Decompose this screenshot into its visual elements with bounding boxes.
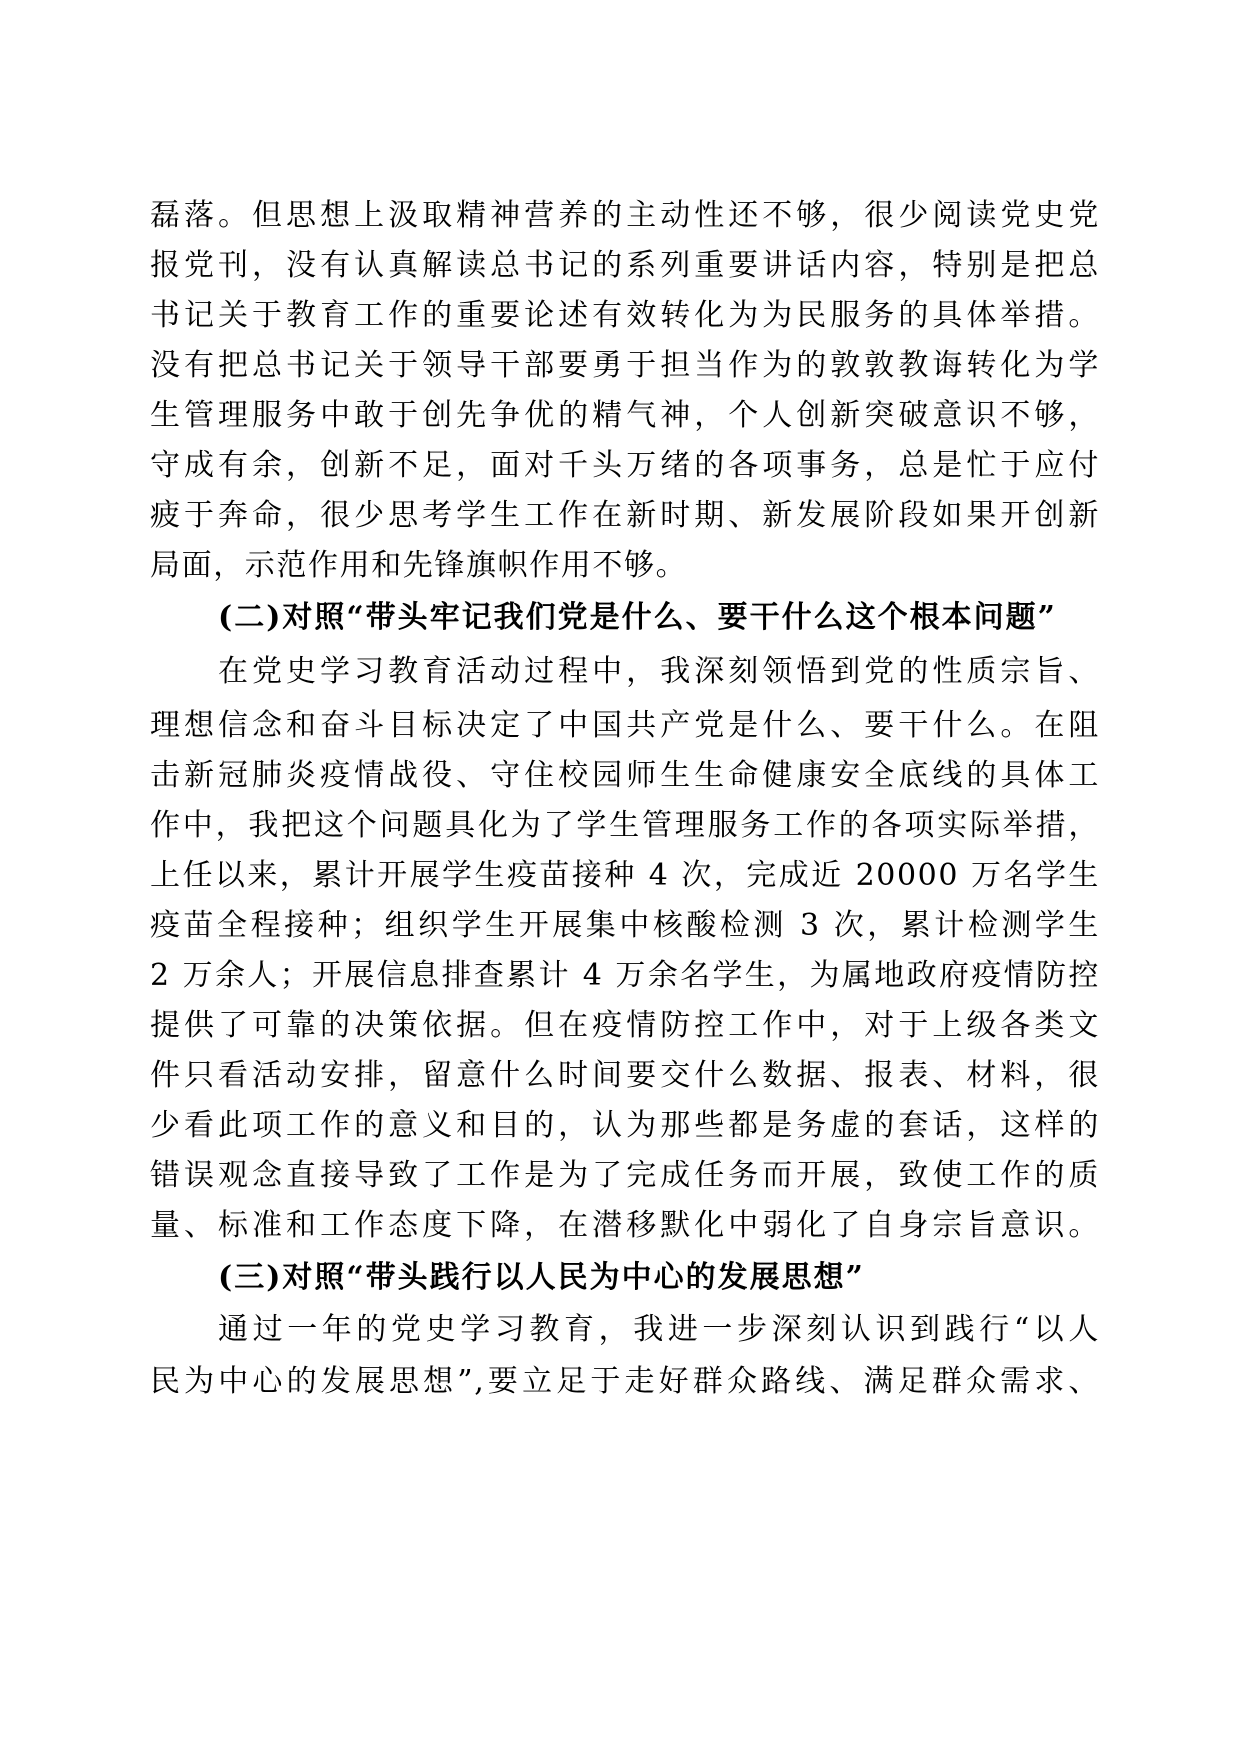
paragraph-line: 击新冠肺炎疫情战役、守住校园师生生命健康安全底线的具体工 xyxy=(150,758,1100,793)
section-heading-3: (三)对照“带头践行以人民为中心的发展思想” xyxy=(218,1260,865,1295)
paragraph-line: 疲于奔命，很少思考学生工作在新时期、新发展阶段如果开创新 xyxy=(150,498,1100,533)
paragraph-line: 民为中心的发展思想”,要立足于走好群众路线、满足群众需求、 xyxy=(150,1364,1100,1399)
paragraph-line: 件只看活动安排，留意什么时间要交什么数据、报表、材料，很 xyxy=(150,1058,1100,1093)
paragraph-line: 生管理服务中敢于创先争优的精气神，个人创新突破意识不够， xyxy=(150,398,1100,433)
paragraph-line: 疫苗全程接种；组织学生开展集中核酸检测 3 次，累计检测学生 xyxy=(150,908,1100,943)
paragraph-line: 少看此项工作的意义和目的，认为那些都是务虚的套话，这样的 xyxy=(150,1108,1100,1143)
paragraph-line: 局面，示范作用和先锋旗帜作用不够。 xyxy=(150,548,688,583)
paragraph-line: 书记关于教育工作的重要论述有效转化为为民服务的具体举措。 xyxy=(150,298,1100,333)
paragraph-line: 磊落。但思想上汲取精神营养的主动性还不够，很少阅读党史党 xyxy=(150,198,1100,233)
section-heading-2: (二)对照“带头牢记我们党是什么、要干什么这个根本问题” xyxy=(218,600,1057,635)
paragraph-line: 没有把总书记关于领导干部要勇于担当作为的敦敦教诲转化为学 xyxy=(150,348,1100,383)
paragraph-line: 提供了可靠的决策依据。但在疫情防控工作中，对于上级各类文 xyxy=(150,1008,1100,1043)
paragraph-line: 守成有余，创新不足，面对千头万绪的各项事务，总是忙于应付 xyxy=(150,448,1100,483)
paragraph-line: 2 万余人；开展信息排查累计 4 万余名学生，为属地政府疫情防控 xyxy=(150,958,1100,993)
paragraph-line: 理想信念和奋斗目标决定了中国共产党是什么、要干什么。在阻 xyxy=(150,708,1100,743)
paragraph-line: 错误观念直接导致了工作是为了完成任务而开展，致使工作的质 xyxy=(150,1158,1100,1193)
paragraph-line: 在党史学习教育活动过程中，我深刻领悟到党的性质宗旨、 xyxy=(218,654,1100,689)
paragraph-line: 上任以来，累计开展学生疫苗接种 4 次，完成近 20000 万名学生 xyxy=(150,858,1100,893)
paragraph-line: 报党刊，没有认真解读总书记的系列重要讲话内容，特别是把总 xyxy=(150,248,1100,283)
paragraph-line: 作中，我把这个问题具化为了学生管理服务工作的各项实际举措， xyxy=(150,808,1100,843)
paragraph-line: 量、标准和工作态度下降，在潜移默化中弱化了自身宗旨意识。 xyxy=(150,1208,1100,1243)
paragraph-line: 通过一年的党史学习教育，我进一步深刻认识到践行“以人 xyxy=(218,1312,1100,1347)
